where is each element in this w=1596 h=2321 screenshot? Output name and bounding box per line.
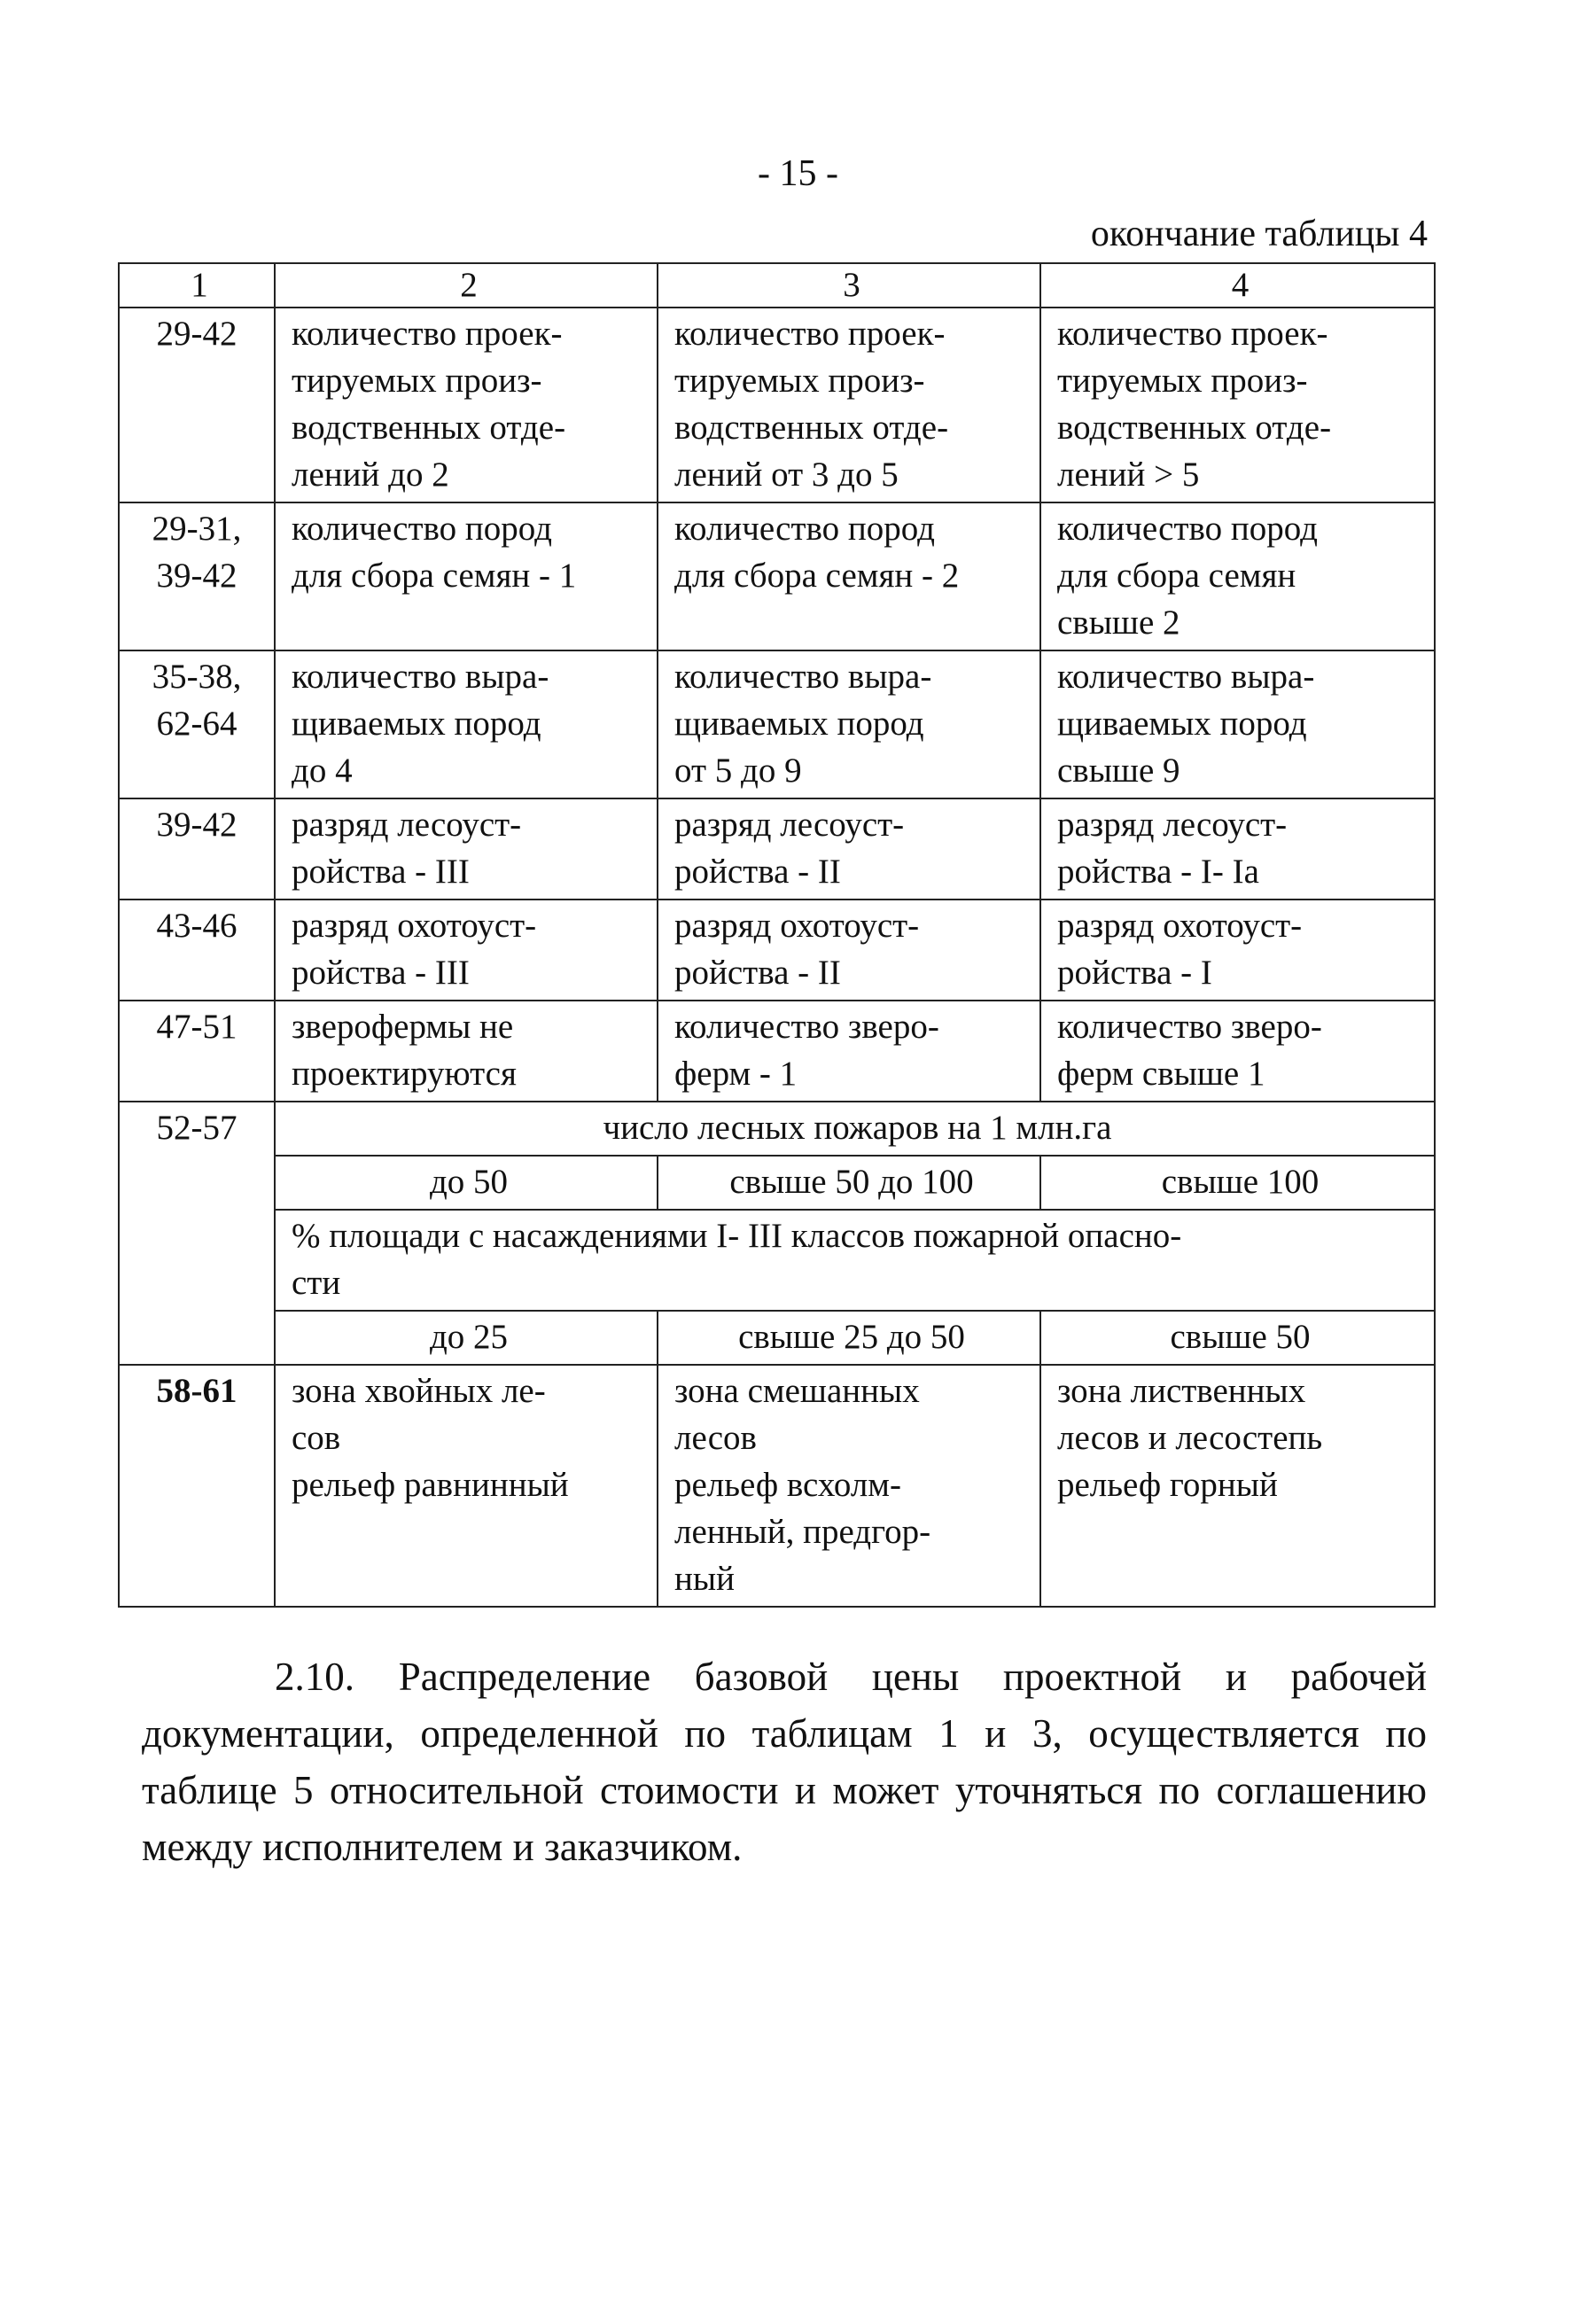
table-row (119, 1001, 1435, 1102)
row-cell: разряд лесоуст- ройства - III (275, 798, 658, 900)
header-cell: 4 (1040, 263, 1435, 308)
table-row (119, 1365, 1435, 1607)
row-cell: зона хвойных ле- сов рельеф равнинный (275, 1365, 658, 1607)
row-code: 29-31, 39-42 (119, 502, 275, 650)
fires-count-title: число лесных пожаров на 1 млн.га (275, 1102, 1435, 1156)
table-row (119, 900, 1435, 1001)
row-cell: разряд охотоуст- ройства - I (1040, 900, 1435, 1001)
row-cell: количество пород для сбора семян - 1 (275, 502, 658, 650)
header-cell: 1 (119, 263, 275, 308)
row-cell: количество проек- тируемых произ- водственных отде- лений до 2 (275, 308, 658, 502)
fire-hazard-title-row (119, 1210, 1435, 1311)
fires-title-row (119, 1102, 1435, 1156)
fire-hazard-values-row (119, 1311, 1435, 1365)
row-cell: количество пород для сбора семян свыше 2 (1040, 502, 1435, 650)
row-cell: зона смешанных лесов рельеф всхолм- ленный, предгор- ный (658, 1365, 1040, 1607)
table-row (119, 650, 1435, 798)
row-code: 52-57 (119, 1102, 275, 1365)
fires-count-value: свыше 100 (1040, 1156, 1435, 1210)
fire-hazard-value: свыше 50 (1040, 1311, 1435, 1365)
paragraph-2-10: 2.10. Распределение базовой цены проектной и рабочей документации, определенной по таблицам 1 и 3, осуществляется по таблице 5 относительной стоимости и может уточняться по соглашению между исполнителем и заказчиком. (142, 1655, 1427, 1869)
header-cell: 2 (275, 263, 658, 308)
row-code: 29-42 (119, 308, 275, 502)
table-row (119, 502, 1435, 650)
row-cell: количество выра- щиваемых пород свыше 9 (1040, 650, 1435, 798)
table-row (119, 308, 1435, 502)
row-code: 35-38, 62-64 (119, 650, 275, 798)
row-cell: количество проек- тируемых произ- водственных отде- лений > 5 (1040, 308, 1435, 502)
table-row (119, 798, 1435, 900)
row-code: 58-61 (119, 1365, 275, 1607)
fire-hazard-value: до 25 (275, 1311, 658, 1365)
row-cell: разряд лесоуст- ройства - I- Ia (1040, 798, 1435, 900)
fires-count-value: свыше 50 до 100 (658, 1156, 1040, 1210)
table-caption: окончание таблицы 4 (1090, 214, 1428, 254)
row-cell: количество выра- щиваемых пород от 5 до 9 (658, 650, 1040, 798)
row-cell: разряд охотоуст- ройства - III (275, 900, 658, 1001)
row-cell: количество пород для сбора семян - 2 (658, 502, 1040, 650)
row-cell: зона лиственных лесов и лесостепь рельеф горный (1040, 1365, 1435, 1607)
row-code: 47-51 (119, 1001, 275, 1102)
fires-count-value: до 50 (275, 1156, 658, 1210)
fire-hazard-title: % площади с насаждениями I- III классов пожарной опасно- сти (275, 1210, 1435, 1311)
row-cell: количество выра- щиваемых пород до 4 (275, 650, 658, 798)
row-cell: количество зверо- ферм свыше 1 (1040, 1001, 1435, 1102)
fire-hazard-value: свыше 25 до 50 (658, 1311, 1040, 1365)
header-cell: 3 (658, 263, 1040, 308)
row-cell: разряд лесоуст- ройства - II (658, 798, 1040, 900)
row-cell: количество зверо- ферм - 1 (658, 1001, 1040, 1102)
fires-values-row (119, 1156, 1435, 1210)
page-number: - 15 - (758, 153, 838, 194)
table-header-row (119, 263, 1435, 308)
row-code: 43-46 (119, 900, 275, 1001)
row-code: 39-42 (119, 798, 275, 900)
row-cell: количество проек- тируемых произ- водственных отде- лений от 3 до 5 (658, 308, 1040, 502)
row-cell: разряд охотоуст- ройства - II (658, 900, 1040, 1001)
table-4 (118, 262, 1436, 1608)
row-cell: зверофермы не проектируются (275, 1001, 658, 1102)
